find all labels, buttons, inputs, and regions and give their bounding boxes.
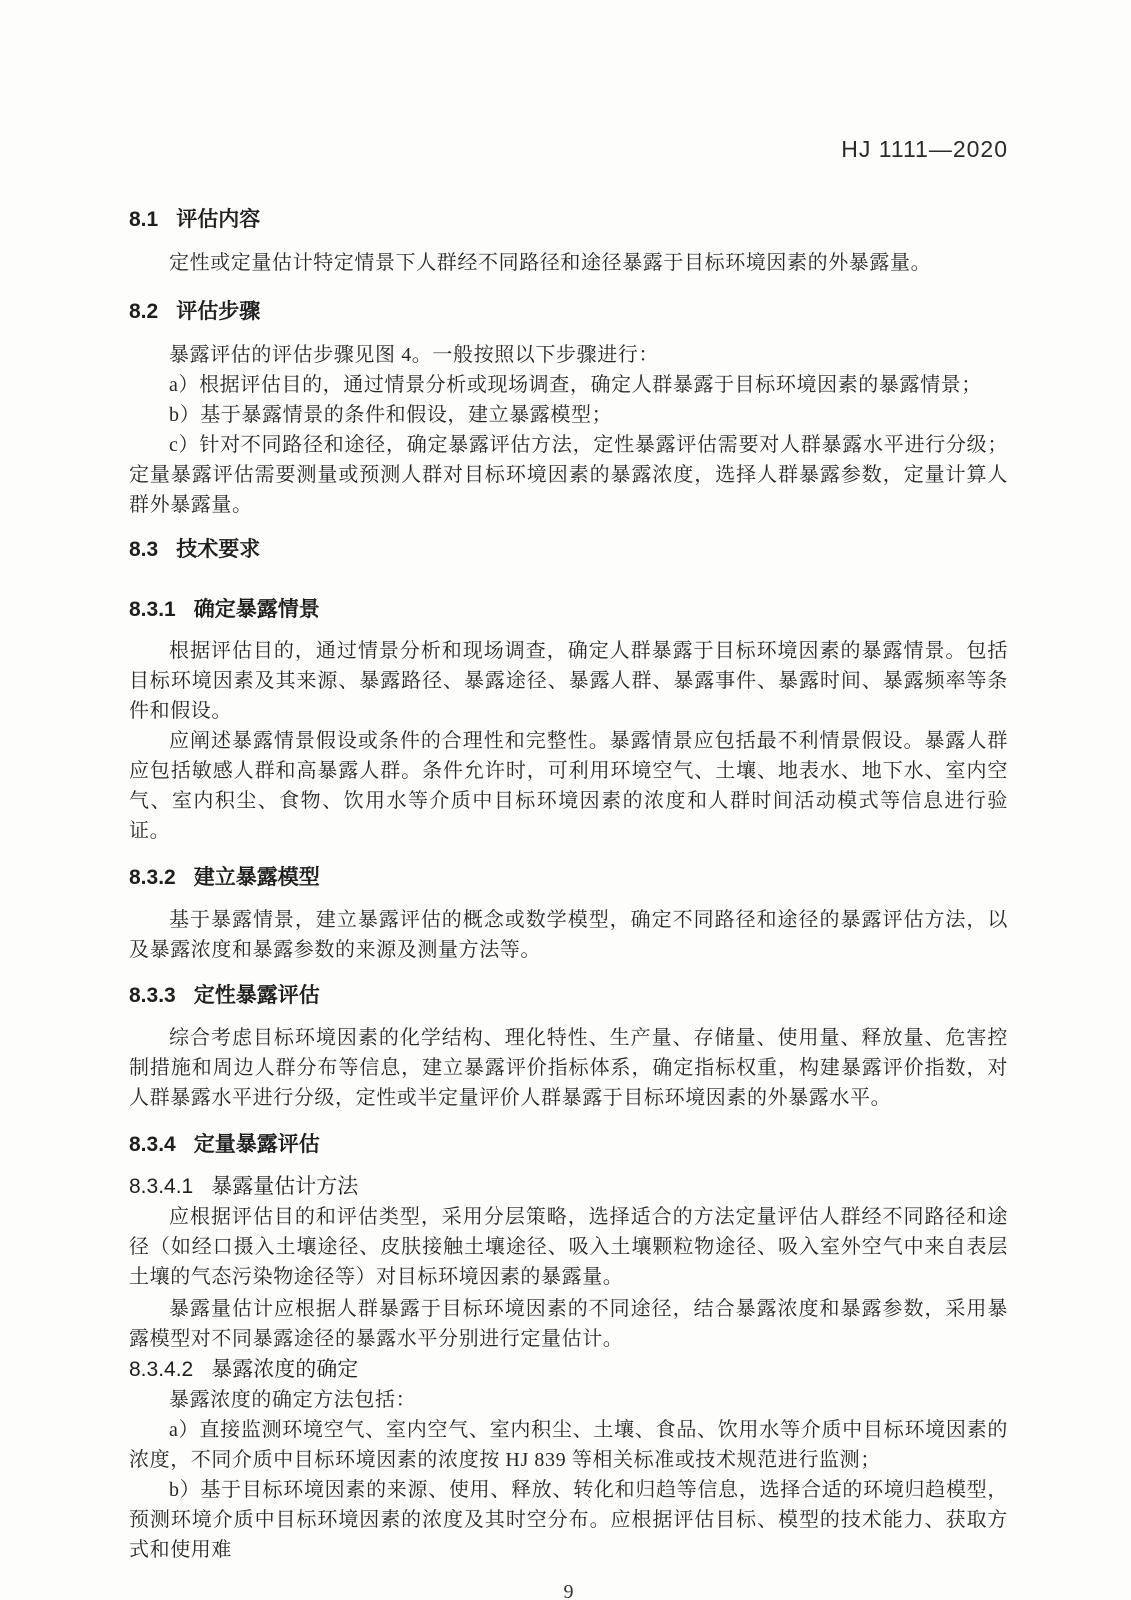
section-heading-8-3-4-1 [129,1171,1008,1202]
paragraph: 定性或定量估计特定情景下人群经不同路径和途径暴露于目标环境因素的外暴露量。 [169,252,932,274]
doc-number: HJ 1111—2020 [841,136,1008,162]
clause-number: 8.3.4 [129,1133,176,1156]
section-heading-8-1 [129,205,1008,235]
page-footer [129,1577,1008,1600]
list-item-b: b）基于暴露情景的条件和假设，建立暴露模型； [169,404,613,426]
clause-number: 8.3 [129,538,159,561]
list-item-b: b）基于目标环境因素的来源、使用、释放、转化和归趋等信息，选择合适的环境归趋模型，预测环境介质中目标环境因素的浓度及其时空分布。应根据评估目标、模型的技术能力、获取方式和使用难 [129,1479,1008,1561]
section-heading-8-3-1 [129,595,1008,625]
clause-title: 评估步骤 [176,300,261,323]
paragraph: 综合考虑目标环境因素的化学结构、理化特性、生产量、存储量、使用量、释放量、危害控制措施和周边人群分布等信息，建立暴露评价指标体系，确定指标权重，构建暴露评价指数，对人群暴露水平进行分级，定性或半定量评价人群暴露于目标环境因素的外暴露水平。 [129,1027,1008,1109]
clause-title: 暴露量估计方法 [211,1174,359,1198]
clause-title: 技术要求 [176,538,261,561]
clause-title: 确定暴露情景 [193,598,320,621]
clause-number: 8.3.4.1 [129,1175,194,1198]
clause-title: 暴露浓度的确定 [211,1357,359,1381]
section-heading-8-3-4-2 [129,1354,1008,1385]
section-heading-8-3-2 [129,863,1008,893]
section-heading-8-3-4 [129,1130,1008,1160]
clause-number: 8.3.2 [129,866,176,889]
page-header [129,0,1008,162]
list-item-a: a）根据评估目的，通过情景分析或现场调查，确定人群暴露于目标环境因素的暴露情景； [169,374,982,396]
clause-title: 建立暴露模型 [193,866,320,889]
clause-number: 8.3.3 [129,984,176,1007]
paragraph: 暴露评估的评估步骤见图 4。一般按照以下步骤进行： [169,344,659,366]
clause-number: 8.3.4.2 [129,1358,194,1381]
clause-number: 8.1 [129,208,159,231]
section-heading-8-3-3 [129,981,1008,1011]
paragraph: 根据评估目的，通过情景分析和现场调查，确定人群暴露于目标环境因素的暴露情景。包括目标环境因素及其来源、暴露路径、暴露途径、暴露人群、暴露事件、暴露时间、暴露频率等条件和假设。 [129,640,1008,722]
page-number: 9 [563,1581,574,1600]
paragraph: 暴露量估计应根据人群暴露于目标环境因素的不同途径，结合暴露浓度和暴露参数，采用暴露模型对不同暴露途径的暴露水平分别进行定量估计。 [129,1298,1008,1350]
section-heading-8-3 [129,535,1008,565]
paragraph: 应阐述暴露情景假设或条件的合理性和完整性。暴露情景应包括最不利情景假设。暴露人群应包括敏感人群和高暴露人群。条件允许时，可利用环境空气、土壤、地表水、地下水、室内空气、室内积尘、食物、饮用水等介质中目标环境因素的浓度和人群时间活动模式等信息进行验证。 [129,730,1008,842]
clause-title: 定量暴露评估 [193,1133,320,1156]
paragraph: 暴露浓度的确定方法包括： [169,1389,417,1411]
paragraph: 基于暴露情景，建立暴露评估的概念或数学模型，确定不同路径和途径的暴露评估方法，以及暴露浓度和暴露参数的来源及测量方法等。 [129,909,1008,961]
list-item-c: c）针对不同路径和途径，确定暴露评估方法，定性暴露评估需要对人群暴露水平进行分级；定量暴露评估需要测量或预测人群对目标环境因素的暴露浓度，选择人群暴露参数，定量计算人群外暴露量。 [129,434,1008,516]
clause-number: 8.2 [129,300,159,323]
paragraph: 应根据评估目的和评估类型，采用分层策略，选择适合的方法定量评估人群经不同路径和途径（如经口摄入土壤途径、皮肤接触土壤途径、吸入土壤颗粒物途径、吸入室外空气中来自表层土壤的气态污染物途径等）对目标环境因素的暴露量。 [129,1206,1008,1288]
clause-number: 8.3.1 [129,598,176,621]
list-item-a: a）直接监测环境空气、室内空气、室内积尘、土壤、食品、饮用水等介质中目标环境因素的浓度，不同介质中目标环境因素的浓度按 HJ 839 等相关标准或技术规范进行监测； [129,1419,1008,1471]
clause-title: 评估内容 [176,208,261,231]
section-heading-8-2 [129,297,1008,327]
clause-title: 定性暴露评估 [193,984,320,1007]
